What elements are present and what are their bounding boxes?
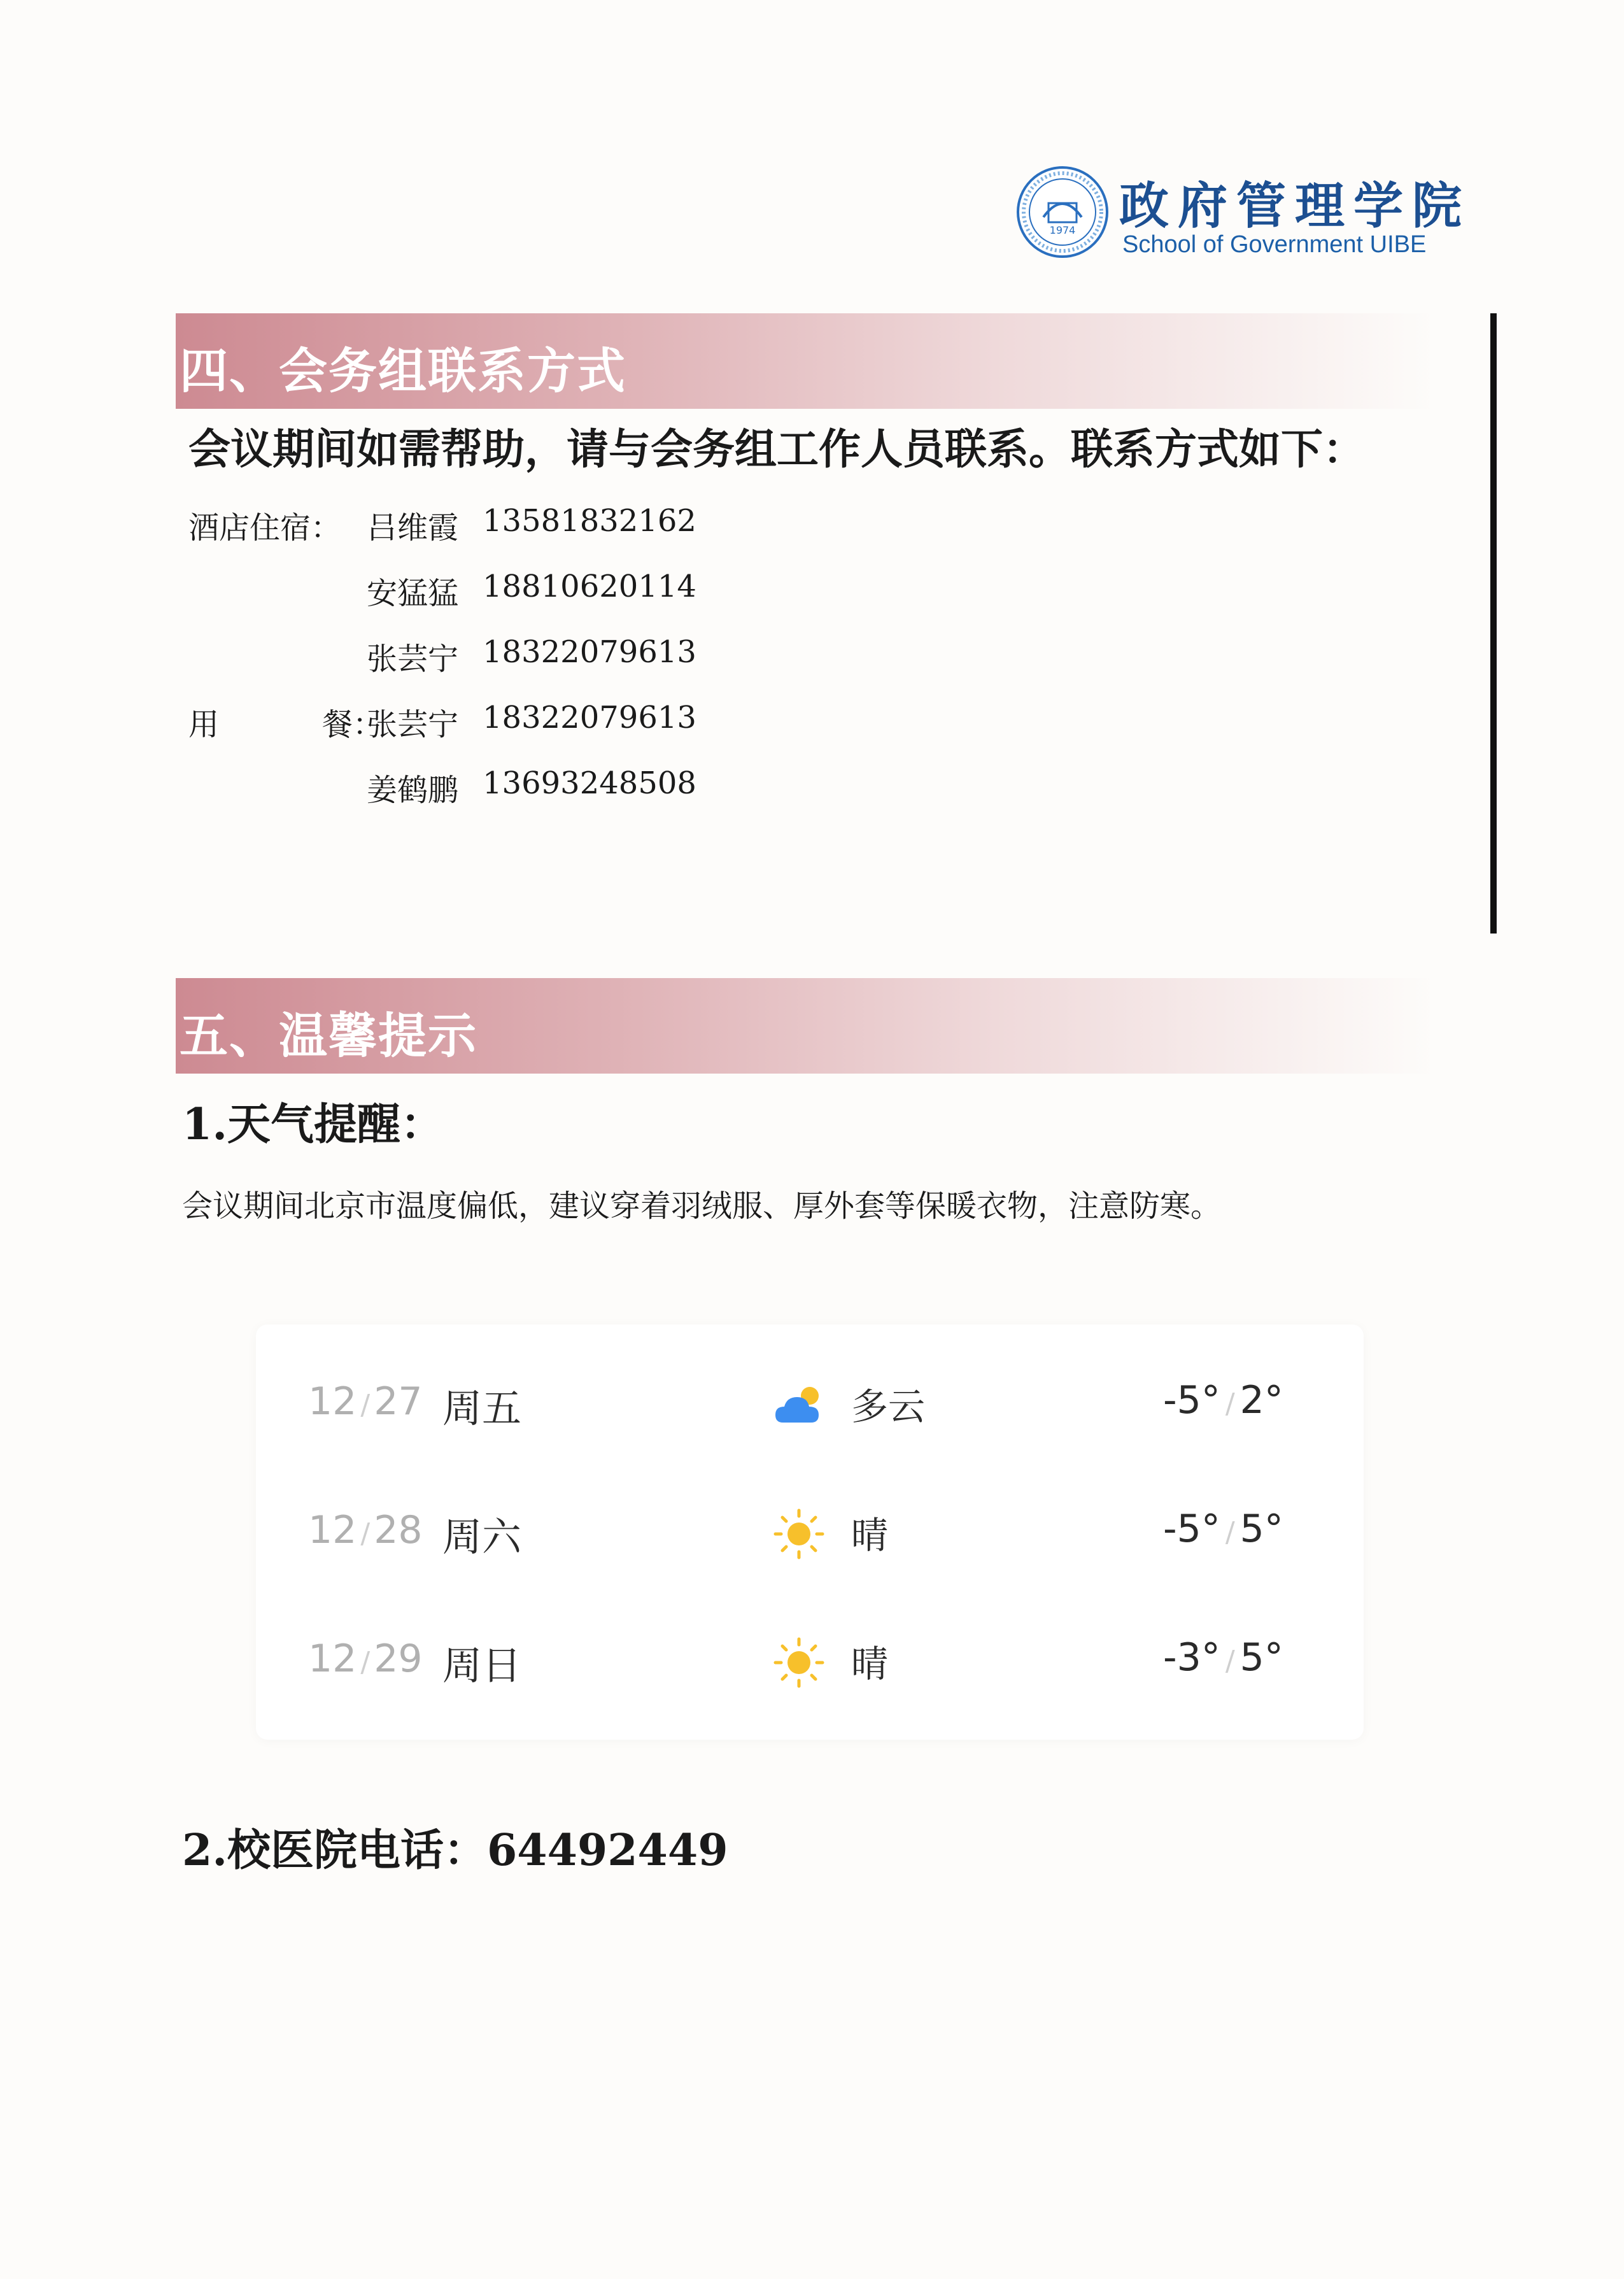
contact-row	[188, 569, 1080, 620]
forecast-weekday: 周五	[442, 1385, 522, 1431]
vertical-divider	[1490, 313, 1497, 934]
contact-category: 用 餐：	[188, 707, 384, 742]
forecast-row	[256, 1466, 1364, 1593]
logo-english-name: School of Government UIBE	[1122, 231, 1427, 258]
forecast-condition: 晴	[851, 1642, 889, 1686]
school-seal-icon	[1015, 165, 1110, 259]
svg-text:1974: 1974	[1049, 224, 1076, 236]
section-banner-contacts	[176, 313, 1436, 409]
forecast-condition: 晴	[851, 1514, 889, 1557]
section-title: 四、会务组联系方式	[180, 343, 626, 399]
contact-name: 安猛猛	[367, 576, 459, 611]
contact-name: 吕维霞	[367, 510, 459, 546]
forecast-temperature: -5° / 2°	[1163, 1378, 1283, 1423]
weather-reminder-text: 会议期间北京市温度偏低，建议穿着羽绒服、厚外套等保暖衣物，注意防寒。	[182, 1188, 1222, 1224]
weather-reminder-title: 1.天气提醒：	[182, 1099, 444, 1150]
contact-row	[188, 700, 1080, 751]
weather-forecast-card	[256, 1324, 1364, 1740]
contact-row	[188, 503, 1080, 554]
contact-phone: 18322079613	[483, 700, 696, 735]
forecast-date: 12 / 27	[308, 1379, 423, 1424]
forecast-condition: 多云	[851, 1385, 926, 1428]
contact-row	[188, 765, 1080, 816]
contact-category: 酒店住宿：	[188, 510, 342, 546]
forecast-weekday: 周六	[442, 1514, 522, 1560]
sun-icon	[770, 1505, 828, 1563]
contact-intro: 会议期间如需帮助，请与会务组工作人员联系。联系方式如下：	[188, 424, 1365, 474]
forecast-temperature: -5° / 5°	[1163, 1507, 1283, 1551]
contact-name: 姜鹤鹏	[367, 772, 459, 808]
cloudy-icon	[770, 1377, 828, 1434]
forecast-row	[256, 1337, 1364, 1465]
contact-name: 张芸宁	[367, 707, 459, 742]
forecast-temperature: -3° / 5°	[1163, 1635, 1283, 1680]
hospital-phone: 2.校医院电话：64492449	[182, 1825, 728, 1876]
forecast-date: 12 / 28	[308, 1508, 423, 1552]
contact-name: 张芸宁	[367, 641, 459, 677]
contact-phone: 18322079613	[483, 634, 696, 670]
forecast-date: 12 / 29	[308, 1636, 423, 1681]
contact-phone: 13693248508	[483, 765, 696, 801]
contact-phone: 18810620114	[483, 569, 696, 604]
forecast-weekday: 周日	[442, 1642, 522, 1689]
section-title: 五、温馨提示	[180, 1007, 477, 1064]
contact-phone: 13581832162	[483, 503, 696, 539]
section-banner-tips	[176, 978, 1436, 1074]
school-logo	[1015, 162, 1471, 264]
sun-icon	[770, 1634, 828, 1691]
forecast-row	[256, 1594, 1364, 1722]
logo-chinese-name: 政府管理学院	[1119, 177, 1471, 235]
contact-row	[188, 634, 1080, 685]
